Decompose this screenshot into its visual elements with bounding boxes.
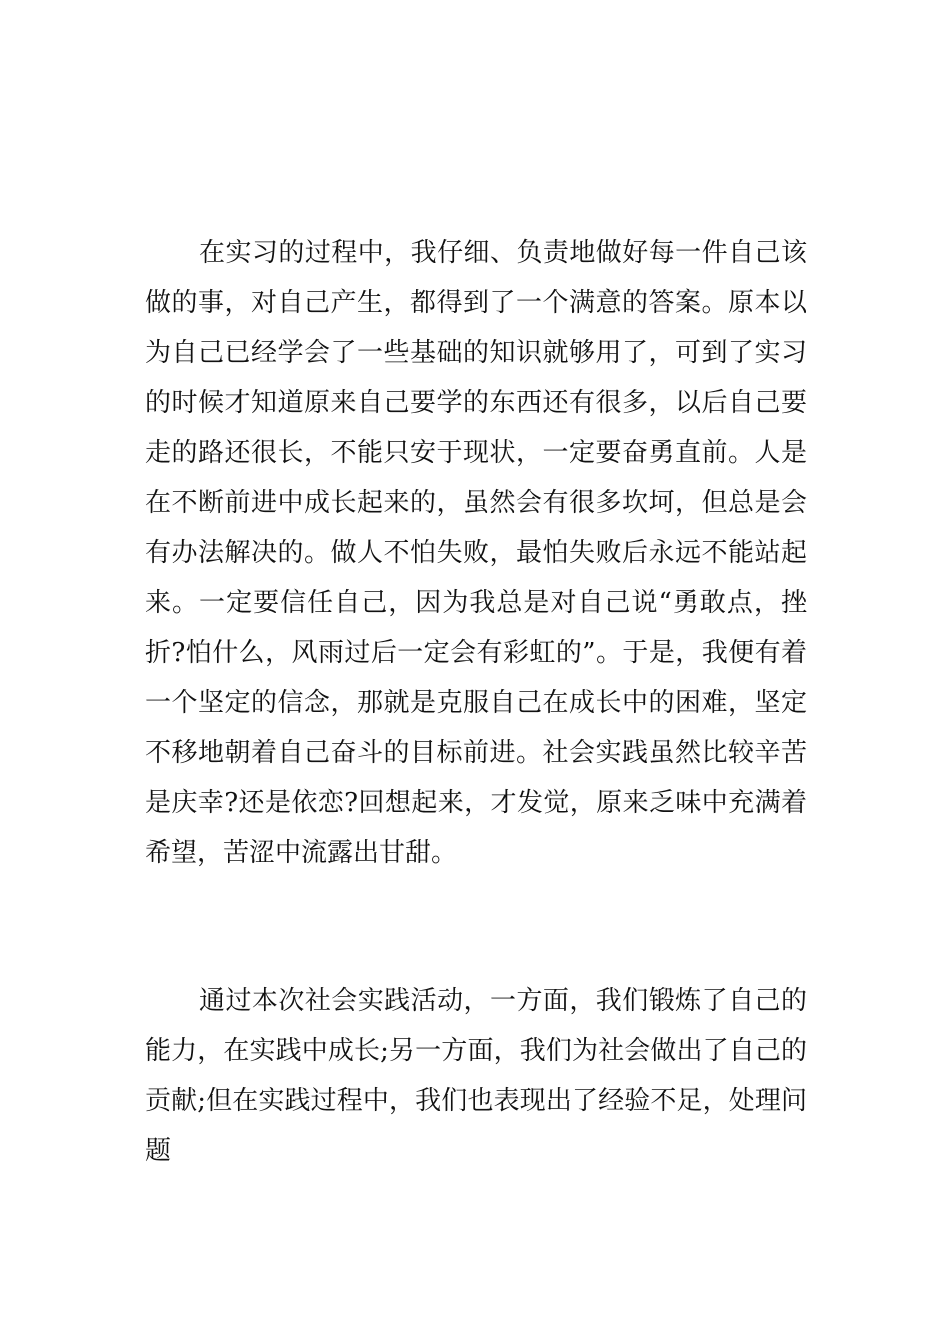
- paragraph-line: 不移地朝着自己奋斗的目标前进。社会实践虽然比较辛苦: [145, 738, 807, 768]
- paragraph-internship-reflection: [145, 228, 807, 878]
- paragraph-line: 是庆幸?还是依恋?回想起来，才发觉，原来乏味中充满着: [145, 788, 807, 818]
- paragraph-social-practice: [145, 976, 807, 1176]
- paragraph-line: 贡献;但在实践过程中，我们也表现出了经验不足，处理问: [145, 1086, 807, 1116]
- paragraph-line: 在不断前进中成长起来的，虽然会有很多坎坷，但总是会: [145, 488, 807, 518]
- paragraph-line: 的时候才知道原来自己要学的东西还有很多，以后自己要: [145, 388, 807, 418]
- paragraph-line: 希望，苦涩中流露出甘甜。: [145, 838, 458, 868]
- paragraph-line: 通过本次社会实践活动，一方面，我们锻炼了自己的: [199, 986, 807, 1016]
- paragraph-line: 能力，在实践中成长;另一方面，我们为社会做出了自己的: [145, 1036, 807, 1066]
- paragraph-line: 做的事，对自己产生，都得到了一个满意的答案。原本以: [145, 288, 807, 318]
- paragraph-line: 来。一定要信任自己，因为我总是对自己说“勇敢点，挫: [145, 588, 807, 618]
- paragraph-line: 走的路还很长，不能只安于现状，一定要奋勇直前。人是: [145, 438, 807, 468]
- paragraph-line: 题: [145, 1136, 172, 1166]
- paragraph-line: 有办法解决的。做人不怕失败，最怕失败后永远不能站起: [145, 538, 807, 568]
- paragraph-line: 一个坚定的信念，那就是克服自己在成长中的困难，坚定: [145, 688, 807, 718]
- paragraph-line: 为自己已经学会了一些基础的知识就够用了，可到了实习: [145, 338, 807, 368]
- paragraph-line: 折?怕什么，风雨过后一定会有彩虹的”。于是，我便有着: [145, 638, 807, 668]
- paragraph-line: 在实习的过程中，我仔细、负责地做好每一件自己该: [199, 238, 807, 268]
